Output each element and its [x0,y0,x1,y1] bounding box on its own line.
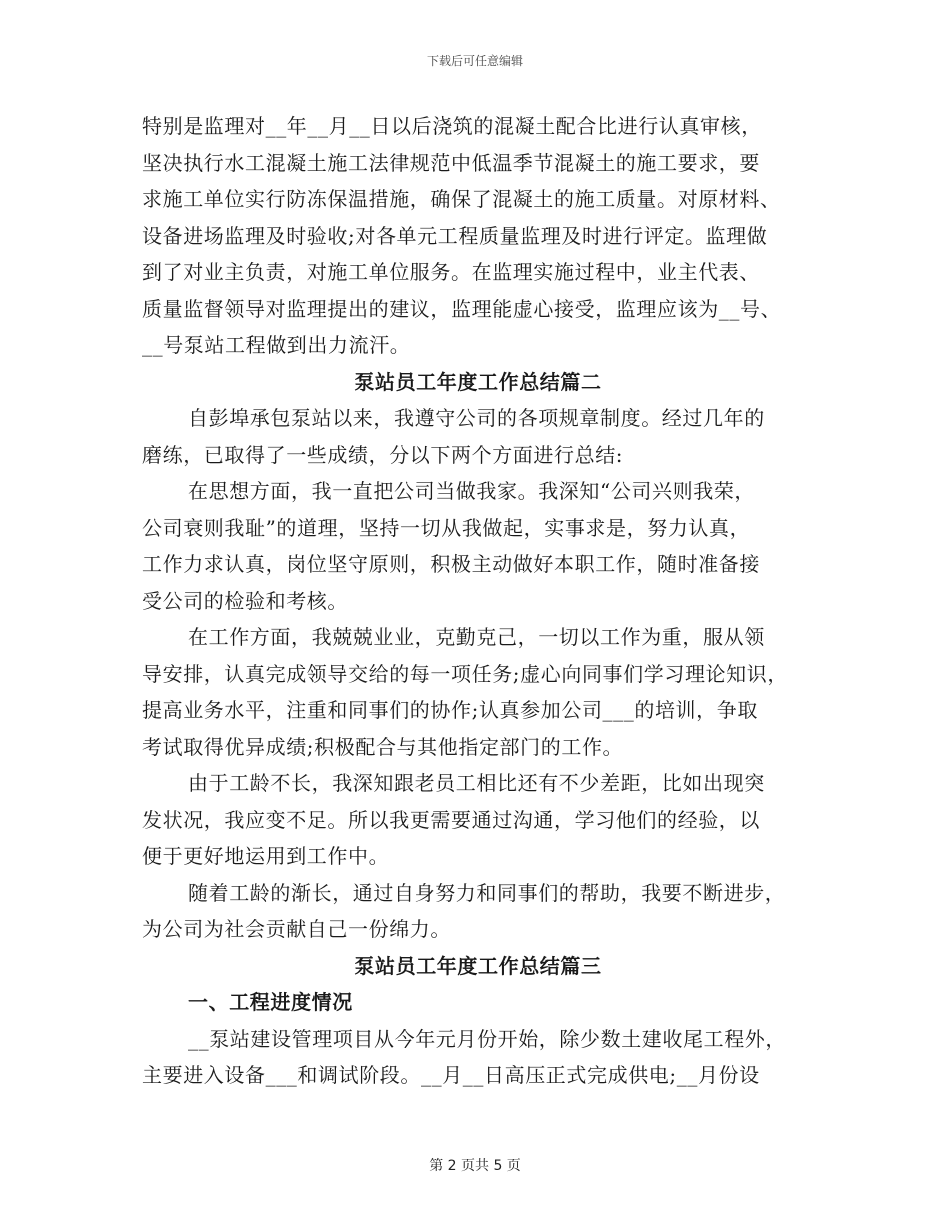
text-line: 坚决执行水工混凝土施工法律规范中低温季节混凝土的施工要求，要 [142,150,760,175]
text-line: 发状况，我应变不足。所以我更需要通过沟通，学习他们的经验，以 [142,807,760,832]
text-line: 求施工单位实行防冻保温措施，确保了混凝土的施工质量。对原材料、 [142,187,781,211]
paragraph-first-line: 在工作方面，我兢兢业业，克勤克己，一切以工作为重，服从领 [188,625,765,649]
text-line: __号泵站工程做到出力流汗。 [142,333,411,357]
text-line: 为公司为社会贡献自己一份绵力。 [142,917,451,941]
section-heading: 泵站员工年度工作总结篇二 [354,369,602,394]
page-header: 下载后可任意编辑 [426,54,523,68]
text-line: 主要进入设备___和调试阶段。__月__日高压正式完成供电;__月份设 [142,1063,760,1087]
paragraph-first-line: 自彭埠承包泵站以来，我遵守公司的各项规章制度。经过几年的 [188,406,765,430]
text-line: 公司衰则我耻”的道理，坚持一切从我做起，实事求是，努力认真， [142,515,751,540]
text-line: 导安排，认真完成领导交给的每一项任务;虚心向同事们学习理论知识， [142,661,788,686]
text-line: 设备进场监理及时验收;对各单元工程质量监理及时进行评定。监理做 [142,223,768,248]
document-body [142,108,814,1094]
paragraph-first-line: __泵站建设管理项目从今年元月份开始，除少数土建收尾工程外， [188,1026,786,1051]
text-line: 磨练，已取得了一些成绩，分以下两个方面进行总结: [142,442,624,467]
section-heading: 泵站员工年度工作总结篇三 [354,953,602,978]
paragraph-first-line: 随着工龄的渐长，通过自身努力和同事们的帮助，我要不断进步， [188,880,786,905]
text-line: 质量监督领导对监理提出的建议，监理能虚心接受，监理应该为__号、 [142,296,782,321]
text-line: 特别是监理对__年__月__日以后浇筑的混凝土配合比进行认真审核， [142,114,762,138]
text-line: 到了对业主负责，对施工单位服务。在监理实施过程中，业主代表、 [142,260,760,284]
text-line: 考试取得优异成绩;积极配合与其他指定部门的工作。 [142,734,624,759]
subsection-heading: 一、工程进度情况 [188,990,353,1014]
paragraph-first-line: 在思想方面，我一直把公司当做我家。我深知“公司兴则我荣， [188,479,756,503]
text-line: 提高业务水平，注重和同事们的协作;认真参加公司___的培训，争取 [142,698,758,722]
text-line: 工作力求认真，岗位坚守原则，积极主动做好本职工作，随时准备接 [142,552,760,576]
text-line: 受公司的检验和考核。 [142,588,348,613]
text-line: 便于更好地运用到工作中。 [142,844,390,868]
page-footer: 第 2 页共 5 页 [429,1158,521,1174]
paragraph-first-line: 由于工龄不长，我深知跟老员工相比还有不少差距，比如出现突 [188,771,765,795]
